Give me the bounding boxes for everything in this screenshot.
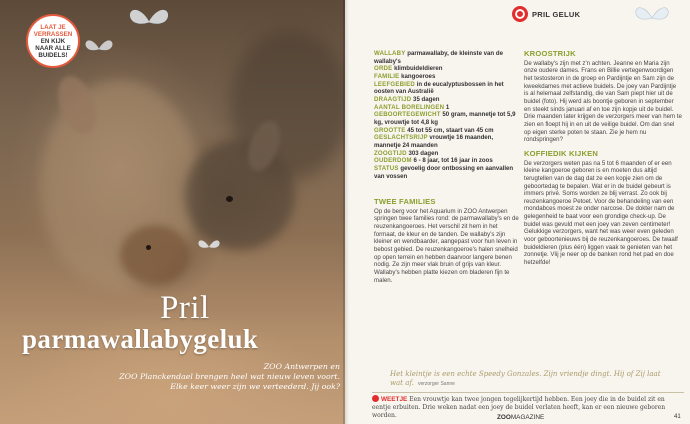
- title-line-1: Pril: [160, 290, 210, 326]
- pull-quote: Het kleintje is een echte Speedy Gonzales. Zijn vriendje dingt. Hij of Zij laat wat af. verzorger Sanne: [390, 370, 661, 387]
- section-label: PRIL GELUK: [532, 9, 581, 19]
- section-body: De verzorgers weten pas na 5 tot 6 maanden of er een kleine kangoeroe geboren is en moeten dus altijd terugtellen van de dag dat ze een kopje zien om de geboortedag te bepalen. Wat er in de buidel gebeurt is immers privé. Soms worden ze blij verrast. Zo ook bij reuzenkangoeroe Petoet. Voor de behandeling van een mondabces moest ze onder narcose. De dokter nam de gelegenheid te baat voor een grondige check-up. De buidel was gevuld met een joey van zeven centimeter! Gelukkige verzorgers, want het was weer even geleden voor geboortenieuws bij de reuzenkangoeroes. De twaalf buideldieren (plus één) liggen vaak te genieten van het zonnetje. Vlij je neer op de banken rond het pad en doe hetzelfde!: [524, 159, 678, 267]
- fact-row: GEBOORTEGEWICHT 50 gram, mannetje tot 5,9 kg, vrouwtje tot 4,8 kg: [374, 111, 516, 126]
- fact-row: OUDERDOM 6 - 8 jaar, tot 16 jaar in zoos: [374, 157, 493, 165]
- section-body: Op de berg voor het Aquarium in ZOO Antwerpen springen twee families rond: de parmawallaby's en de reuzenkangoeroes. Het verschil zit hem in het formaat, de kleur en de tanden. De wallaby's zijn kleiner en wendbaarder, aangepast voor hun leven in bebost gebied. De reuzenkangoeroe's halen snelheid op open terrein en hebben daarvoor langere benen nodig. Ze zijn meer vlak bruin of grijs van kleur. Wallaby's hebben platte kiezen om bladeren fijn te malen.: [374, 207, 519, 284]
- butterfly-icon: [82, 36, 116, 62]
- promo-badge: LAAT JE VERRASSEN EN KIJK NAAR ALLE BUIDELS!: [26, 14, 80, 68]
- divider: [372, 392, 684, 393]
- butterfly-icon: [126, 2, 172, 42]
- article-column: [524, 50, 682, 267]
- butterfly-icon: [632, 2, 672, 34]
- page-number: 41: [674, 414, 681, 420]
- quote-attribution: verzorger Sanne: [417, 381, 455, 387]
- fact-column: [374, 50, 519, 284]
- fact-row: FAMILIE kangoeroes: [374, 72, 436, 80]
- fact-row: LEEFGEBIED in de eucalyptusbossen in het oosten van Australië: [374, 80, 504, 96]
- joey-head: [120, 225, 190, 285]
- section-header: [512, 6, 580, 22]
- red-ring-icon: [512, 6, 528, 22]
- title-line-2: parmawallabygeluk: [22, 324, 259, 354]
- butterfly-icon: [196, 236, 222, 258]
- fact-row: GROOTTE 45 tot 55 cm, staart van 45 cm: [374, 126, 494, 134]
- weetje-box: WEETJE Een vrouwtje kan twee jongen tegelijkertijd hebben. Een joey die in de buidel zit en eentje erbuiten. Drie weken nadat een joey de buidel verlaten heeft, kan er een nieuwe geboren worden.: [372, 396, 666, 419]
- fact-row: GESLACHTSRIJP vrouwtje 16 maanden, mannetje 24 maanden: [374, 134, 494, 149]
- fact-row: ORDE klimbuideldieren: [374, 65, 443, 73]
- joey-eye: [146, 245, 151, 250]
- fact-row: ZOOGTIJD 303 dagen: [374, 149, 439, 157]
- fact-row: STATUS gevoelig door ontbossing en aanvallen van vossen: [374, 164, 514, 180]
- section-heading: KOFFIEDIK KIJKEN: [524, 148, 599, 158]
- fact-row: AANTAL BORELINGEN 1: [374, 103, 450, 111]
- section-heading: TWEE FAMILIES: [374, 197, 436, 207]
- second-wallaby-head: [185, 140, 295, 250]
- section-body: De wallaby's zijn met z'n achten. Jeanne en Maria zijn onze oudere dames. Frans en Billie vertegenwoordigen het testosteron in de groep en Pardijntje en Sam zijn de kweekdames met actieve buidels. De joey van Pardijntje is al helemaal zelfstandig, die van Sam piept hier uit de buidel (foto). Hij werd als boontje geboren in september en steekt sinds januari af en toe zijn kopje uit de buidel. Drie maanden later krijgen de verzorgers meer van hem te zien en floept hij in en uit de veilige buidel. Om dan snel op eigen sterke poten te staan. Zie je hem nu rondspringen?: [524, 59, 682, 144]
- section-heading: KROOSTRIJK: [524, 49, 576, 58]
- fact-row: DRAAGTIJD 35 dagen: [374, 95, 440, 103]
- wallaby-eye: [226, 196, 233, 202]
- fact-row: WALLABY parmawallaby, de kleinste van de wallaby's: [374, 50, 503, 65]
- magazine-footer: ZOOMAGAZINE: [497, 414, 545, 421]
- subtitle: ZOO Antwerpen en ZOO Planckendael brengen heel wat nieuw leven voort. Elke keer weer zijn we verteederd. Jij ook?: [119, 362, 340, 391]
- page-gutter: [343, 0, 349, 424]
- red-ring-icon: [372, 395, 379, 402]
